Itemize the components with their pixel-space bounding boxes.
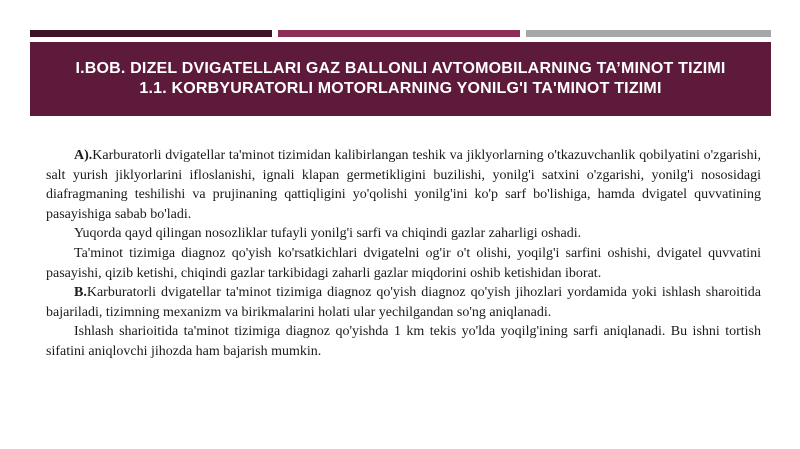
paragraph-b-text: Karburatorli dvigatellar ta'minot tizimiga diagnoz qo'yish diagnoz qo'yish jihozlari yordamida yoki ishlash sharoitida bajariladi, tizimning mexanizm va birikmalarini holati ular yechilgandan so'ng aniqlanadi. xyxy=(46,285,761,320)
accent-bar-magenta xyxy=(278,30,520,37)
body-text xyxy=(46,146,761,362)
accent-bar-gray xyxy=(526,30,771,37)
paragraph-5: Ishlash sharioitida ta'minot tizimiga diagnoz qo'yishda 1 km tekis yo'lda yoqilg'ining sarfi aniqlanadi. Bu ishni tortish sifatini aniqlovchi jihozda ham bajarish mumkin. xyxy=(46,324,761,359)
paragraph-a-lead: A). xyxy=(74,148,93,163)
paragraph-a-text: Karburatorli dvigatellar ta'minot tizimidan kalibirlangan teshik va jiklyorlarning o'tkazuvchanlik qobilyatini o'zgarishi, salt yurish jiklyorlarini ifloslanishi, ignali klapan germetikligini buzilishi, yonilg'i satxini o'zgarishi, yonilg'i nososidagi diafragmaning teshilishi va prujinaning qattiqligini yo'qolishi yonilg'ini ko'p sarf bo'lishiga, hamda dvigatel quvvatining pasayishiga sabab bo'ladi. xyxy=(46,148,761,222)
paragraph-b-lead: B. xyxy=(74,285,87,301)
chapter-title: I.BOB. DIZEL DVIGATELLARI GAZ BALLONLI AVTOMOBILARNING TA’MINOT TIZIMI xyxy=(75,60,726,77)
paragraph-a xyxy=(46,146,761,224)
section-title: 1.1. KORBYURATORLI MOTORLARNING YONILG'I TA'MINOT TIZIMI xyxy=(139,80,662,97)
paragraph-3: Ta'minot tizimiga diagnoz qo'yish ko'rsatkichlari dvigatelni og'ir o't olishi, yoqilg'i sarfini oshishi, dvigatel quvvatini pasayishi, qizib ketishi, chiqindi gazlar tarkibidagi zaharli gazlar miqdorini oshib ketishidan iborat. xyxy=(46,245,761,281)
accent-bar-dark xyxy=(30,30,272,37)
paragraph-2: Yuqorda qayd qilingan nosozliklar tufayli yonilg'i sarfi va chiqindi gazlar zaharligi oshadi. xyxy=(74,226,582,242)
title-band xyxy=(30,42,771,116)
paragraph-b xyxy=(46,283,761,322)
